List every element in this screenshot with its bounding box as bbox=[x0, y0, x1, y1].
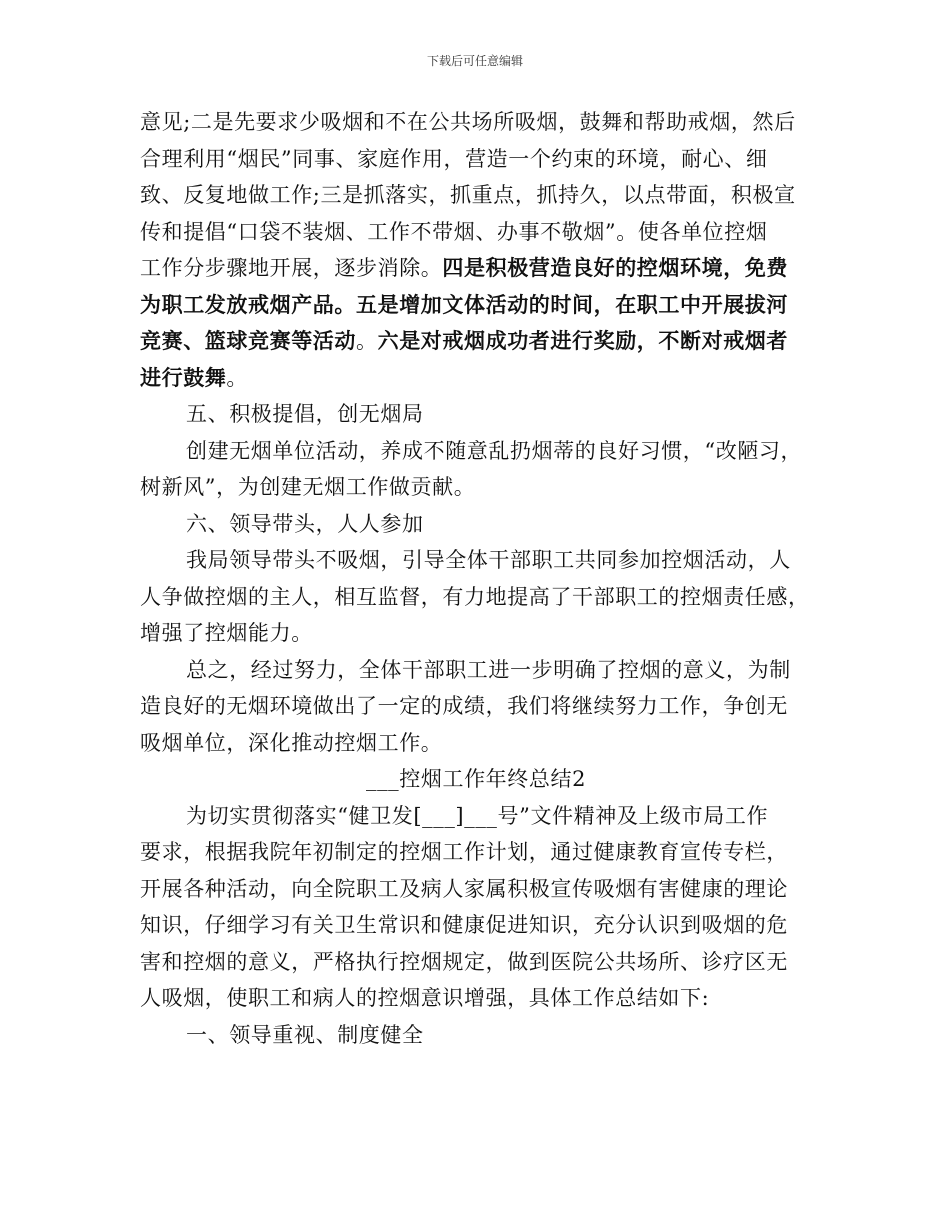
plain-text: 。 bbox=[226, 365, 249, 390]
body-line: 增强了控烟能力。 bbox=[140, 621, 313, 645]
section-heading: 五、积极提倡，创无烟局 bbox=[186, 402, 424, 426]
bold-text: 四是积极营造良好的控烟环境，免费 bbox=[442, 255, 789, 280]
body-line: 致、反复地做工作;三是抓落实，抓重点，抓持久，以点带面，积极宣 bbox=[140, 183, 796, 207]
body-line: 为职工发放戒烟产品。五是增加文体活动的时间，在职工中开展拔河 bbox=[140, 291, 788, 317]
body-line: 我局领导带头不吸烟，引导全体干部职工共同参加控烟活动，人 bbox=[186, 548, 791, 572]
section-heading: 六、领导带头，人人参加 bbox=[186, 511, 424, 536]
section-heading: 一、领导重视、制度健全 bbox=[186, 1022, 424, 1047]
plain-text: 工作分步骤地开展，逐步消除。 bbox=[140, 256, 443, 280]
body-line: 合理利用“烟民”同事、家庭作用，营造一个约束的环境，耐心、细 bbox=[140, 146, 768, 171]
body-line: 为切实贯彻落实“健卫发[___]___号”文件精神及上级市局工作 bbox=[186, 803, 769, 828]
body-line: 创建无烟单位活动，养成不随意乱扔烟蒂的良好习惯，“改陋习， bbox=[186, 438, 803, 463]
body-line bbox=[140, 250, 812, 287]
body-line: 害和控烟的意义，严格执行控烟规定，做到医院公共场所、诊疗区无 bbox=[140, 949, 788, 974]
document-title: ___控烟工作年终总结2 bbox=[365, 767, 587, 791]
document-body bbox=[140, 104, 812, 1053]
body-line: 知识，仔细学习有关卫生常识和健康促进知识，充分认识到吸烟的危 bbox=[140, 913, 788, 937]
body-line: 开展各种活动，向全院职工及病人家属积极宣传吸烟有害健康的理论 bbox=[140, 876, 788, 901]
body-line: 造良好的无烟环境做出了一定的成绩，我们将继续努力工作，争创无 bbox=[140, 694, 788, 718]
body-line: 人争做控烟的主人，相互监督，有力地提高了干部职工的控烟责任感， bbox=[140, 584, 810, 609]
body-line: 总之，经过努力，全体干部职工进一步明确了控烟的意义，为制 bbox=[186, 657, 791, 682]
bold-text: 六是对戒烟成功者进行奖励，不断对戒烟者 bbox=[377, 328, 789, 353]
body-line: 意见;二是先要求少吸烟和不在公共场所吸烟，鼓舞和帮助戒烟，然后 bbox=[140, 110, 796, 134]
body-line bbox=[140, 360, 812, 397]
body-line: 人吸烟，使职工和病人的控烟意识增强，具体工作总结如下: bbox=[140, 986, 710, 1010]
body-line: 要求，根据我院年初制定的控烟工作计划，通过健康教育宣传专栏， bbox=[140, 840, 788, 864]
body-line: 吸烟单位，深化推动控烟工作。 bbox=[140, 730, 443, 755]
bold-text: 进行鼓舞 bbox=[140, 364, 227, 390]
body-line bbox=[140, 323, 812, 360]
plain-text: 。 bbox=[356, 329, 378, 353]
body-line: 传和提倡“口袋不装烟、工作不带烟、办事不敬烟”。使各单位控烟 bbox=[140, 219, 768, 244]
page-header: 下载后可任意编辑 bbox=[426, 54, 523, 68]
body-line: 树新风”，为创建无烟工作做贡献。 bbox=[140, 475, 476, 499]
bold-text: 竞赛、篮球竞赛等活动 bbox=[140, 328, 356, 353]
